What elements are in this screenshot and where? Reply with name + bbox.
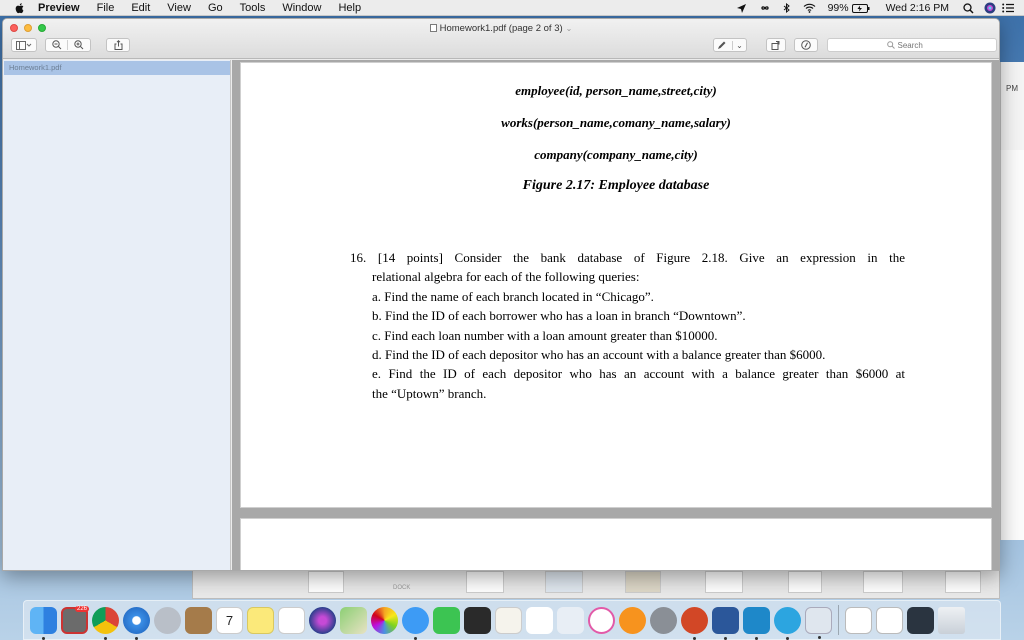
word-icon[interactable] [712,607,739,634]
zoom-in-button[interactable] [68,40,90,50]
menu-go[interactable]: Go [207,1,223,14]
textedit-icon[interactable] [495,607,522,634]
file-thumbnail[interactable] [945,571,981,593]
clock[interactable]: Wed 2:16 PM [885,2,949,14]
ibooks-icon[interactable] [619,607,646,634]
pdf-page [240,62,992,508]
apple-menu-icon[interactable] [14,2,26,14]
telegram-icon[interactable] [774,607,801,634]
notefile-icon[interactable] [185,607,212,634]
question-part-e: e. Find the ID of each depositor who has an account with a balance greater than $6000 at [372,366,905,382]
notes-icon[interactable] [247,607,274,634]
siri-dock-icon[interactable] [309,607,336,634]
trash-icon[interactable] [938,607,965,634]
running-indicator [414,637,417,640]
window-titlebar[interactable] [3,19,999,59]
question-heading-line: 16. [14 points] Consider the bank database of Figure 2.18. Give an expression in the [350,250,905,265]
keynote-icon[interactable] [557,607,584,634]
itunes-icon[interactable] [588,607,615,634]
system-preferences-icon[interactable] [650,607,677,634]
file-thumbnail[interactable] [308,571,344,593]
sidebar-item-homework1-pdf[interactable]: Homework1.pdf [4,61,230,75]
sidebar-toggle-button[interactable] [11,38,37,52]
menu-tools[interactable]: Tools [239,1,266,14]
file-thumbnail[interactable] [466,571,504,593]
search-input[interactable] [898,41,938,50]
infinity-icon[interactable] [759,3,771,13]
finder-icon[interactable] [30,607,57,634]
title-chevron-icon[interactable]: ⌄ [565,24,573,33]
launchpad-icon[interactable] [154,607,181,634]
photo-booth-icon[interactable] [61,607,88,634]
zoom-in-icon [74,40,84,50]
rotate-button[interactable] [766,38,786,52]
battery-charging-icon[interactable] [852,4,870,13]
menu-app-name[interactable]: Preview [38,1,80,14]
question-part-c: c. Find each loan number with a loan amount greater than $10000. [372,327,718,343]
thumbnail-sidebar [3,60,231,571]
running-indicator [42,637,45,640]
document-file-icon[interactable] [876,607,903,634]
file-thumbnail-label: DOCK [393,585,411,591]
search-icon [887,41,895,49]
file-thumbnail[interactable] [705,571,743,593]
share-button[interactable] [106,38,130,52]
spotlight-search-icon[interactable] [963,3,974,14]
vmware-icon[interactable] [743,607,770,634]
dock [23,600,1001,640]
pdf-page-next [240,518,992,571]
file-thumbnail[interactable] [788,571,822,593]
running-indicator [693,637,696,640]
file-thumbnail[interactable] [625,571,661,593]
markup-chevron-icon[interactable]: ⌄ [732,41,743,50]
question-part-b: b. Find the ID of each borrower who has a loan in branch “Downtown”. [372,308,746,324]
location-arrow-icon[interactable] [736,3,747,14]
window-title-text: Homework1.pdf (page 2 of 3) [439,23,563,34]
zoom-out-button[interactable] [46,40,68,50]
file-thumbnail[interactable] [545,571,583,593]
dock-separator [838,605,839,635]
search-field[interactable] [827,38,997,52]
preview-icon[interactable] [805,607,832,634]
menu-bar [0,0,1024,16]
calendar-icon[interactable]: 7 [216,607,243,634]
notification-center-icon[interactable] [1002,3,1014,13]
document-file-icon[interactable] [845,607,872,634]
background-window-time-fragment: PM [1006,84,1018,93]
menu-window[interactable]: Window [282,1,322,14]
schema-company: company(company_name,city) [534,147,698,162]
question-part-a: a. Find the name of each branch located in “Chicago”. [372,288,654,304]
question-part-e-continued: the “Uptown” branch. [372,385,487,401]
running-indicator [104,637,107,640]
window-title[interactable] [3,23,999,34]
preview-window [2,18,1000,571]
running-indicator [724,637,727,640]
menu-edit[interactable]: Edit [131,1,151,14]
bluetooth-icon[interactable] [783,3,791,14]
powerpoint-icon[interactable] [681,607,708,634]
figure-caption: Figure 2.17: Employee database [522,178,710,193]
file-thumbnail[interactable] [863,571,903,593]
share-icon [114,40,123,50]
notification-badge: 226 [76,605,87,612]
running-indicator [755,637,758,640]
menu-view[interactable]: View [167,1,191,14]
question-16 [350,248,905,403]
pdf-document-icon [430,24,437,32]
zoom-controls [45,38,91,52]
siri-icon[interactable] [984,2,996,14]
question-part-d: d. Find the ID of each depositor who has an account with a balance greater than $6000. [372,347,826,363]
running-indicator [818,636,821,639]
wifi-icon[interactable] [803,3,816,13]
menu-help[interactable]: Help [338,1,362,14]
running-indicator [135,637,138,640]
zoom-out-icon [52,40,62,50]
numbers-icon[interactable] [526,607,553,634]
photos-icon[interactable] [371,607,398,634]
rotate-icon [771,40,781,50]
messages-icon[interactable] [402,607,429,634]
schema-employee: employee(id, person_name,street,city) [515,83,717,98]
markup-toolbar-button[interactable] [713,38,747,52]
markup-button[interactable] [794,38,818,52]
running-indicator [786,637,789,640]
migration-assistant-icon[interactable] [464,607,491,634]
document-file-icon[interactable] [907,607,934,634]
menu-file[interactable]: File [96,1,115,14]
facetime-icon[interactable] [433,607,460,634]
battery-percent[interactable]: 99% [827,2,849,14]
document-view[interactable] [232,60,1000,571]
pen-markup-icon [717,41,728,50]
background-window-2[interactable] [1000,150,1024,540]
sidebar-icon [16,41,32,50]
background-file-strip[interactable] [192,569,1000,599]
schema-works: works(person_name,comany_name,salary) [501,115,731,130]
question-heading-line: relational algebra for each of the following queries: [372,269,640,285]
maps-icon[interactable] [340,607,367,634]
chrome-icon[interactable] [92,607,119,634]
reminders-icon[interactable] [278,607,305,634]
markup-pen-circle-icon [801,40,811,50]
safari-icon[interactable] [123,607,150,634]
